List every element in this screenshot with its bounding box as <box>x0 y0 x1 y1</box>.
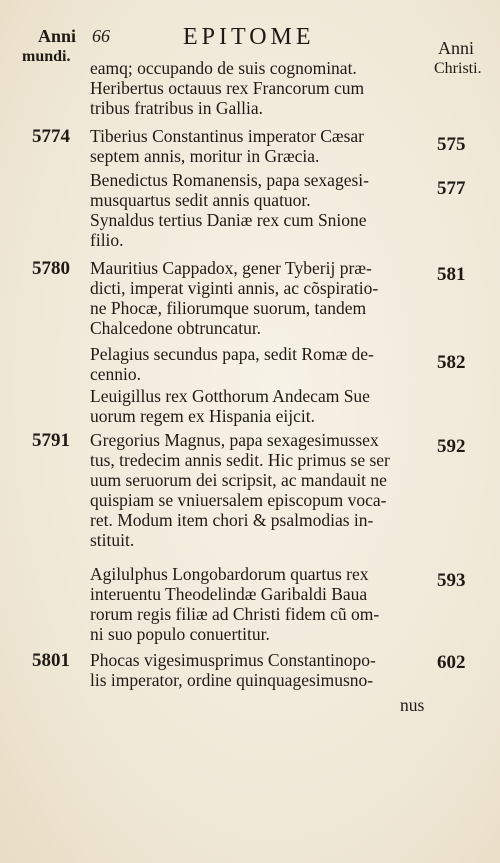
year-christi: 577 <box>437 178 466 199</box>
text-line: Agilulphus Longobardorum quartus rex <box>90 564 369 584</box>
year-christi: 582 <box>437 352 466 373</box>
header-anni-left: Anni <box>38 26 77 46</box>
header-mundi: mundi. <box>22 48 71 65</box>
year-christi: 575 <box>437 134 466 155</box>
year-mundi: 5791 <box>32 430 70 451</box>
text-line: ni suo populo conuertitur. <box>90 624 270 644</box>
text-line: eamq; occupando de suis cognominat. <box>90 58 357 78</box>
text-line: rorum regis filiæ ad Christi fidem cũ om- <box>90 604 380 624</box>
text-line: Chalcedone obtruncatur. <box>90 318 262 338</box>
text-line: interuentu Theodelindæ Garibaldi Baua <box>90 584 368 604</box>
text-line: musquartus sedit annis quatuor. <box>90 190 311 210</box>
text-line: lis imperator, ordine quinquagesimusno- <box>90 670 374 690</box>
text-line: Tiberius Constantinus imperator Cæsar <box>90 126 365 146</box>
entry-text <box>90 344 430 384</box>
header-anni-right: Anni <box>438 38 474 58</box>
text-line: filio. <box>90 230 124 250</box>
text-line: stituit. <box>90 530 135 550</box>
entry-text <box>90 430 430 550</box>
text-line: Leuigillus rex Gotthorum Andecam Sue <box>90 386 370 406</box>
text-line: uorum regem ex Hispania eijcit. <box>90 406 315 426</box>
text-line: septem annis, moritur in Græcia. <box>90 146 320 166</box>
year-mundi: 5801 <box>32 650 70 671</box>
year-mundi: 5774 <box>32 126 70 147</box>
text-line: ret. Modum item chori & psalmodias in- <box>90 510 374 530</box>
text-line: dicti, imperat viginti annis, ac cõspiratio- <box>90 278 379 298</box>
page-number: 66 <box>92 26 110 46</box>
entry-text <box>90 258 430 338</box>
text-line: tus, tredecim annis sedit. Hic primus se ser <box>90 450 390 470</box>
year-christi: 581 <box>437 264 466 285</box>
running-title: EPITOME <box>183 24 315 50</box>
entry-text <box>90 386 430 426</box>
text-line: Pelagius secundus papa, sedit Romæ de- <box>90 344 374 364</box>
entry-text <box>90 564 430 644</box>
header-christi: Christi. <box>434 60 482 77</box>
year-christi: 602 <box>437 652 466 673</box>
text-line: cennio. <box>90 364 142 384</box>
text-line: Synaldus tertius Daniæ rex cum Snione <box>90 210 367 230</box>
year-mundi: 5780 <box>32 258 70 279</box>
text-line: quispiam se vniuersalem episcopum voca- <box>90 490 387 510</box>
year-christi: 593 <box>437 570 466 591</box>
text-line: Phocas vigesimusprimus Constantinopo- <box>90 650 376 670</box>
text-line: uum seruorum dei scripsit, ac mandauit ne <box>90 470 387 490</box>
entry-text <box>90 58 430 118</box>
text-line: ne Phocæ, filiorumque suorum, tandem <box>90 298 367 318</box>
entry-text <box>90 650 430 690</box>
year-christi: 592 <box>437 436 466 457</box>
text-line: Mauritius Cappadox, gener Tyberij præ- <box>90 258 372 278</box>
text-line: Gregorius Magnus, papa sexagesimussex <box>90 430 379 450</box>
text-line: tribus fratribus in Gallia. <box>90 98 264 118</box>
entry-text <box>90 126 430 166</box>
text-line: Benedictus Romanensis, papa sexagesi- <box>90 170 369 190</box>
text-line: Heribertus octauus rex Francorum cum <box>90 78 365 98</box>
catchword: nus <box>400 695 425 715</box>
entry-text <box>90 170 430 250</box>
